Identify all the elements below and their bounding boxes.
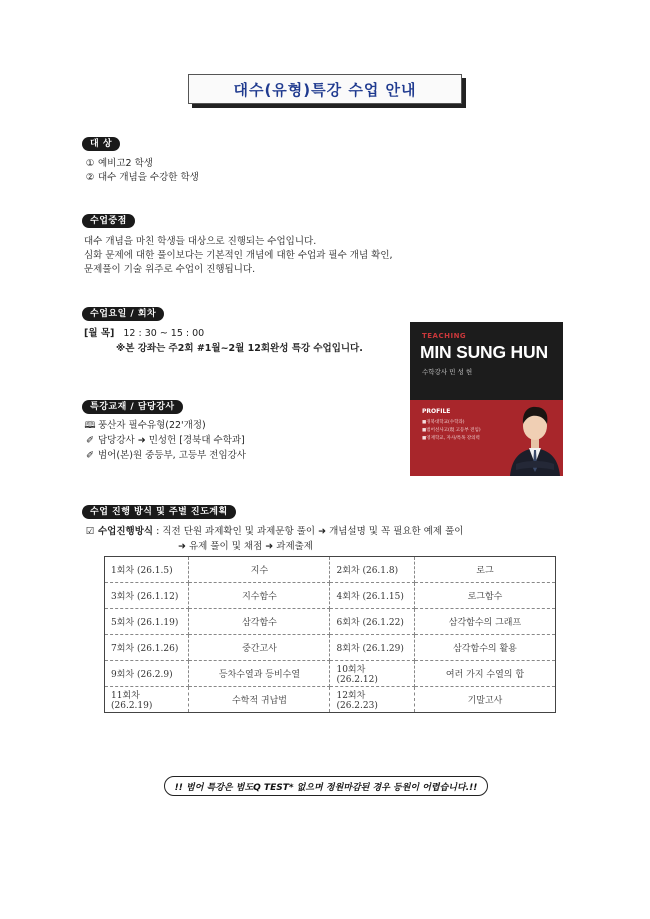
session-cell: 7회차 (26.1.26)	[105, 635, 189, 661]
method-line-continued: ➜ 유제 풀이 및 채점 ➜ 과제출제	[178, 541, 313, 552]
session-cell: 6회차 (26.1.22)	[330, 609, 414, 635]
schedule-note: ※본 강좌는 주2회 #1월~2월 12회완성 특강 수업입니다.	[116, 343, 363, 354]
session-cell: 12회차 (26.2.23)	[330, 687, 414, 713]
topic-cell: 등차수열과 등비수열	[189, 661, 330, 687]
teacher-name: MIN SUNG HUN	[420, 342, 548, 362]
focus-section-label: 수업중점	[82, 214, 135, 228]
topic-cell: 지수	[189, 557, 330, 583]
topic-cell: 기말고사	[414, 687, 555, 713]
focus-line: 대수 개념을 마친 학생들 대상으로 진행되는 수업입니다.	[84, 236, 317, 247]
topic-cell: 삼각함수의 그래프	[414, 609, 555, 635]
pencil-icon: ✐	[86, 435, 94, 446]
page-title: 대수(유형)특강 수업 안내	[188, 74, 462, 104]
topic-cell: 로그	[414, 557, 555, 583]
table-row	[105, 661, 556, 687]
session-cell: 4회차 (26.1.15)	[330, 583, 414, 609]
method-text: : 직전 단원 과제확인 및 과제문항 풀이 ➜ 개념설명 및 꼭 필요한 예제 풀이	[156, 526, 464, 537]
profile-label: PROFILE	[422, 408, 451, 415]
target-item-text: 예비고2 학생	[98, 158, 153, 169]
class-time	[84, 325, 204, 339]
target-item	[84, 169, 199, 183]
topic-cell: 로그함수	[414, 583, 555, 609]
session-cell: 8회차 (26.1.29)	[330, 635, 414, 661]
material-item	[84, 432, 245, 446]
focus-line: 심화 문제에 대한 풀이보다는 기본적인 개념에 대한 수업과 필수 개념 확인,	[84, 250, 393, 261]
table-row	[105, 557, 556, 583]
card-teaching-label: TEACHING	[422, 332, 467, 340]
session-cell: 9회차 (26.2.9)	[105, 661, 189, 687]
material-item-text: 범어(본)원 중등부, 고등부 전임강사	[98, 450, 246, 461]
focus-line: 문제풀이 기술 위주로 수업이 진행됩니다.	[84, 264, 256, 275]
method-label: 수업진행방식	[98, 526, 154, 537]
topic-cell: 삼각함수	[189, 609, 330, 635]
method-line	[84, 523, 463, 537]
table-row	[105, 687, 556, 713]
material-item-text: 담당강사 ➜ 민성헌 [경북대 수학과]	[98, 435, 245, 446]
topic-cell: 중간고사	[189, 635, 330, 661]
target-item-text: 대수 개념을 수강한 학생	[98, 172, 199, 183]
session-cell: 5회차 (26.1.19)	[105, 609, 189, 635]
profile-line: ■영재학교, 자사/특목 강의력	[422, 436, 480, 441]
pencil-icon: ✐	[86, 450, 94, 461]
target-item	[84, 155, 153, 169]
checkbox-icon: ☑	[85, 526, 95, 537]
profile-line: ■범어선사고(現 고등부 전임)	[422, 428, 481, 433]
progress-section-label: 수업 진행 방식 및 주별 진도계획	[82, 505, 236, 519]
material-item-text: 풍산자 필수유형(22'개정)	[98, 420, 206, 431]
class-hours: 12 : 30 ~ 15 : 00	[123, 328, 205, 339]
book-icon: 🕮	[84, 420, 96, 431]
table-row	[105, 583, 556, 609]
teacher-role: 수학강사 민 성 헌	[422, 368, 473, 376]
circled-number: ①	[85, 158, 95, 169]
session-cell: 3회차 (26.1.12)	[105, 583, 189, 609]
session-cell: 10회차 (26.2.12)	[330, 661, 414, 687]
topic-cell: 여러 가지 수열의 합	[414, 661, 555, 687]
topic-cell: 지수함수	[189, 583, 330, 609]
session-cell: 2회차 (26.1.8)	[330, 557, 414, 583]
schedule-section-label: 수업요일 / 회차	[82, 307, 164, 321]
session-cell: 11회차 (26.2.19)	[105, 687, 189, 713]
table-row	[105, 635, 556, 661]
topic-cell: 삼각함수의 활용	[414, 635, 555, 661]
teacher-profile-card	[410, 322, 563, 476]
class-days: [월 목]	[84, 328, 115, 339]
target-section-label: 대 상	[82, 137, 120, 151]
circled-number: ②	[85, 172, 95, 183]
notice-banner: !! 범어 특강은 범도Q TEST* 없으며 정원마감된 경우 등원이 어렵습니다.!!	[164, 776, 488, 796]
material-item	[84, 447, 246, 461]
progress-table	[104, 556, 556, 713]
teacher-photo	[508, 384, 562, 476]
material-section-label: 특강교재 / 담당강사	[82, 400, 183, 414]
table-row	[105, 609, 556, 635]
session-cell: 1회차 (26.1.5)	[105, 557, 189, 583]
topic-cell: 수학적 귀납법	[189, 687, 330, 713]
profile-line: ■경북대학교(수학과)	[422, 420, 465, 425]
